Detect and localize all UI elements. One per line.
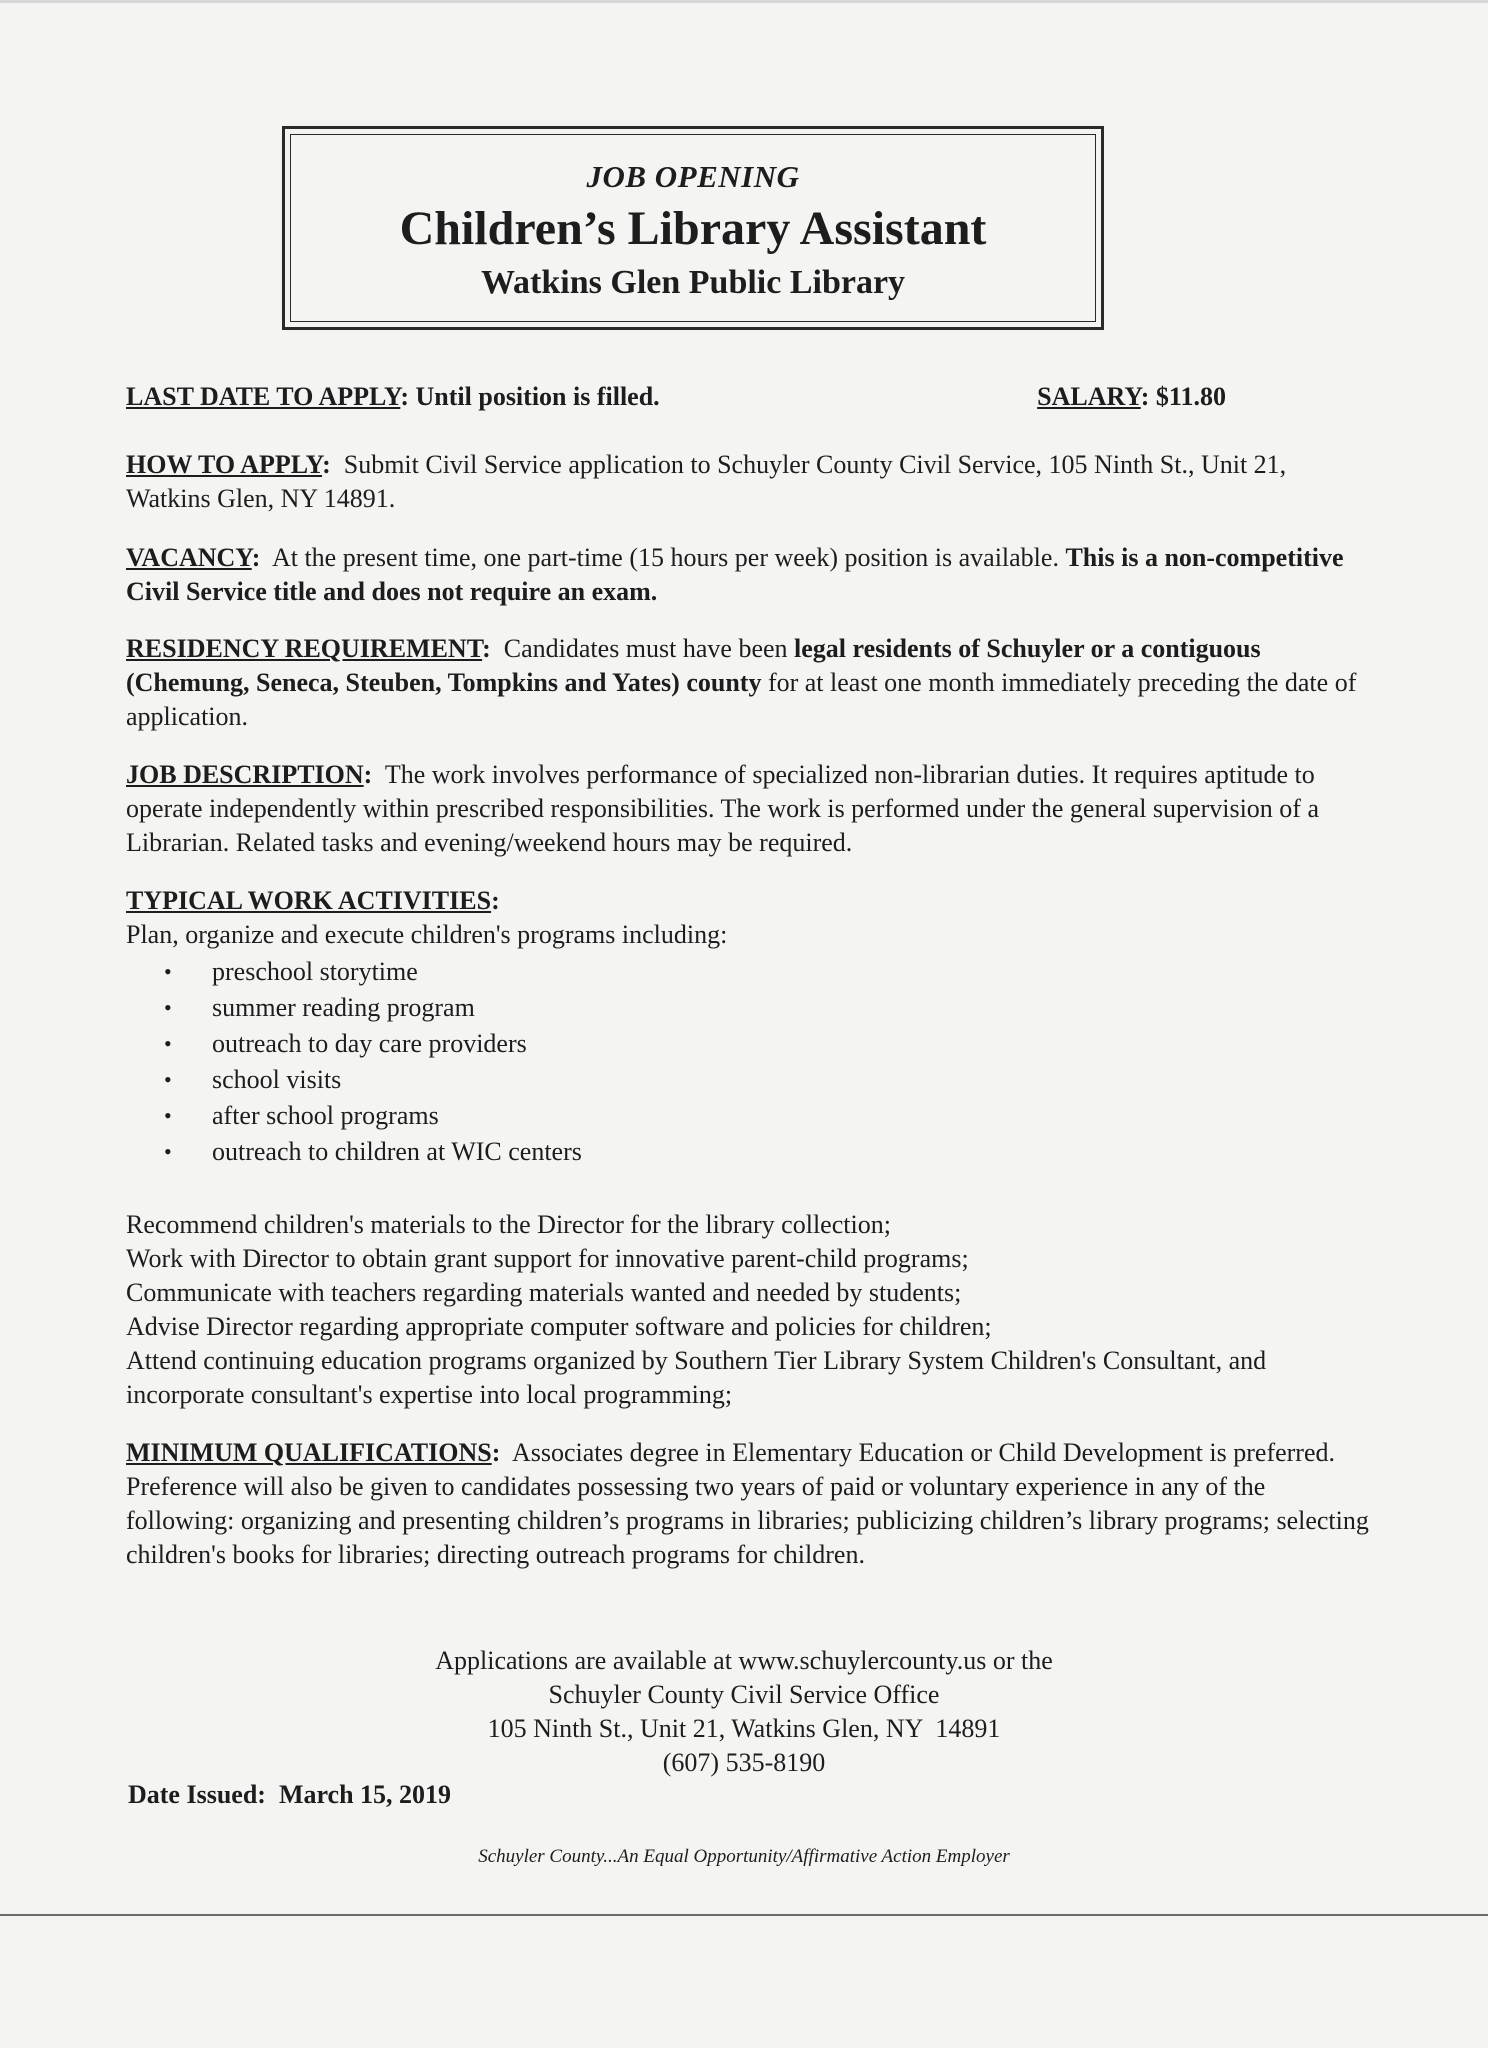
job-title: Children’s Library Assistant <box>399 202 987 255</box>
vacancy-bold-text: This is a non-competitive Civil Service title and does not require an exam. <box>126 543 1344 606</box>
scan-bottom-edge <box>0 1914 1488 1916</box>
how-to-apply-label: HOW TO APPLY <box>126 450 323 479</box>
minimum-qualifications-label: MINIMUM QUALIFICATIONS <box>126 1438 492 1467</box>
task-line: Attend continuing education programs organized by Southern Tier Library System Children's Consultant, and incorporate consultant's expertise into local programming; <box>126 1346 1267 1409</box>
residency-text-after: for at least one month immediately preceding the date of application. <box>126 668 1357 731</box>
list-item: • outreach to children at WIC centers <box>212 1134 1376 1170</box>
typical-work-section: TYPICAL WORK ACTIVITIES: Plan, organize and execute children's programs including: • preschool storytime • summer reading program • outreach to day care providers • school visits • after school programs • outreach to children at WIC centers <box>126 884 1376 1170</box>
vacancy-section: VACANCY: At the present time, one part-time (15 hours per week) position is available. This is a non-competitive Civil Service title and does not require an exam. <box>126 543 1344 606</box>
contact-line: Applications are available at www.schuylercounty.us or the <box>435 1646 1053 1675</box>
minimum-qualifications-section: MINIMUM QUALIFICATIONS: Associates degree in Elementary Education or Child Development is preferred. Preference will also be given to candidates possessing two years of paid or voluntary experience in any of the following: organizing and presenting children’s programs in libraries; publicizing children’s library programs; selecting children's books for libraries; directing outreach programs for children. <box>126 1438 1369 1569</box>
typical-work-intro: Plan, organize and execute children's programs including: <box>126 920 728 949</box>
residency-text-before: Candidates must have been <box>503 634 788 663</box>
list-item: • summer reading program <box>212 990 1376 1026</box>
bullet-icon: • <box>164 1031 172 1056</box>
job-description-section: JOB DESCRIPTION: The work involves performance of specialized non-librarian duties. It requires aptitude to operate independently within prescribed responsibilities. The work is performed under the general supervision of a Librarian. Related tasks and evening/weekend hours may be required. <box>126 760 1320 857</box>
contact-line: 105 Ninth St., Unit 21, Watkins Glen, NY 14891 <box>487 1714 1001 1743</box>
task-line: Work with Director to obtain grant support for innovative parent-child programs; <box>126 1244 969 1273</box>
activity-list <box>126 954 1376 1170</box>
job-description-label: JOB DESCRIPTION <box>126 760 364 789</box>
vacancy-text: At the present time, one part-time (15 hours per week) position is available. <box>271 543 1059 572</box>
salary-value: $11.80 <box>1155 382 1226 411</box>
title-box <box>282 126 1104 330</box>
date-issued: Date Issued: March 15, 2019 <box>128 1780 452 1809</box>
job-description-text: The work involves performance of specialized non-librarian duties. It requires aptitude to operate independently within prescribed responsibilities. The work is performed under the general supervision of a Librarian. Related tasks and evening/weekend hours may be required. <box>126 760 1320 857</box>
tasks-section <box>126 1208 1376 1412</box>
apply-row <box>126 380 1226 420</box>
bullet-icon: • <box>164 959 172 984</box>
library-name: Watkins Glen Public Library <box>480 264 906 301</box>
contact-line: Schuyler County Civil Service Office <box>548 1680 940 1709</box>
salary: SALARY: $11.80 <box>1037 382 1226 411</box>
title-box-inner <box>290 134 1096 322</box>
residency-label: RESIDENCY REQUIREMENT <box>126 634 483 663</box>
task-line: Communicate with teachers regarding materials wanted and needed by students; <box>126 1278 962 1307</box>
salary-label: SALARY <box>1037 382 1141 411</box>
list-item: • outreach to day care providers <box>212 1026 1376 1062</box>
list-item: • preschool storytime <box>212 954 1376 990</box>
typical-work-label: TYPICAL WORK ACTIVITIES <box>126 886 492 915</box>
residency-bold-text: legal residents of Schuyler or a contiguous (Chemung, Seneca, Steuben, Tompkins and Yates) county <box>126 634 1261 697</box>
bullet-icon: • <box>164 995 172 1020</box>
contact-line: (607) 535-8190 <box>662 1748 826 1777</box>
scan-top-edge <box>0 0 1488 3</box>
residency-section: RESIDENCY REQUIREMENT: Candidates must have been legal residents of Schuyler or a contiguous (Chemung, Seneca, Steuben, Tompkins and Yates) county for at least one month immediately preceding the date of application. <box>126 634 1357 731</box>
list-item: • after school programs <box>212 1098 1376 1134</box>
bullet-icon: • <box>164 1103 172 1128</box>
how-to-apply-section: HOW TO APPLY: Submit Civil Service application to Schuyler County Civil Service, 105 Ninth St., Unit 21, Watkins Glen, NY 14891. <box>126 450 1287 513</box>
contact-block <box>0 1644 1488 1780</box>
bullet-icon: • <box>164 1067 172 1092</box>
last-date-to-apply: LAST DATE TO APPLY: Until position is filled. <box>126 382 660 411</box>
equal-opportunity-footer: Schuyler County...An Equal Opportunity/Affirmative Action Employer <box>478 1846 1010 1867</box>
job-opening-kicker: JOB OPENING <box>586 159 800 194</box>
how-to-apply-text: Submit Civil Service application to Schuyler County Civil Service, 105 Ninth St., Unit 21, Watkins Glen, NY 14891. <box>126 450 1287 513</box>
bullet-icon: • <box>164 1139 172 1164</box>
list-item: • school visits <box>212 1062 1376 1098</box>
task-line: Recommend children's materials to the Director for the library collection; <box>126 1210 891 1239</box>
last-date-value: Until position is filled. <box>415 382 660 411</box>
minimum-qualifications-text: Associates degree in Elementary Education or Child Development is preferred. Preference will also be given to candidates possessing two years of paid or voluntary experience in any of the following: organizing and presenting children’s programs in libraries; publicizing children’s library programs; selecting children's books for libraries; directing outreach programs for children. <box>126 1438 1369 1569</box>
last-date-label: LAST DATE TO APPLY <box>126 382 401 411</box>
vacancy-label: VACANCY <box>126 543 252 572</box>
task-line: Advise Director regarding appropriate computer software and policies for children; <box>126 1312 992 1341</box>
